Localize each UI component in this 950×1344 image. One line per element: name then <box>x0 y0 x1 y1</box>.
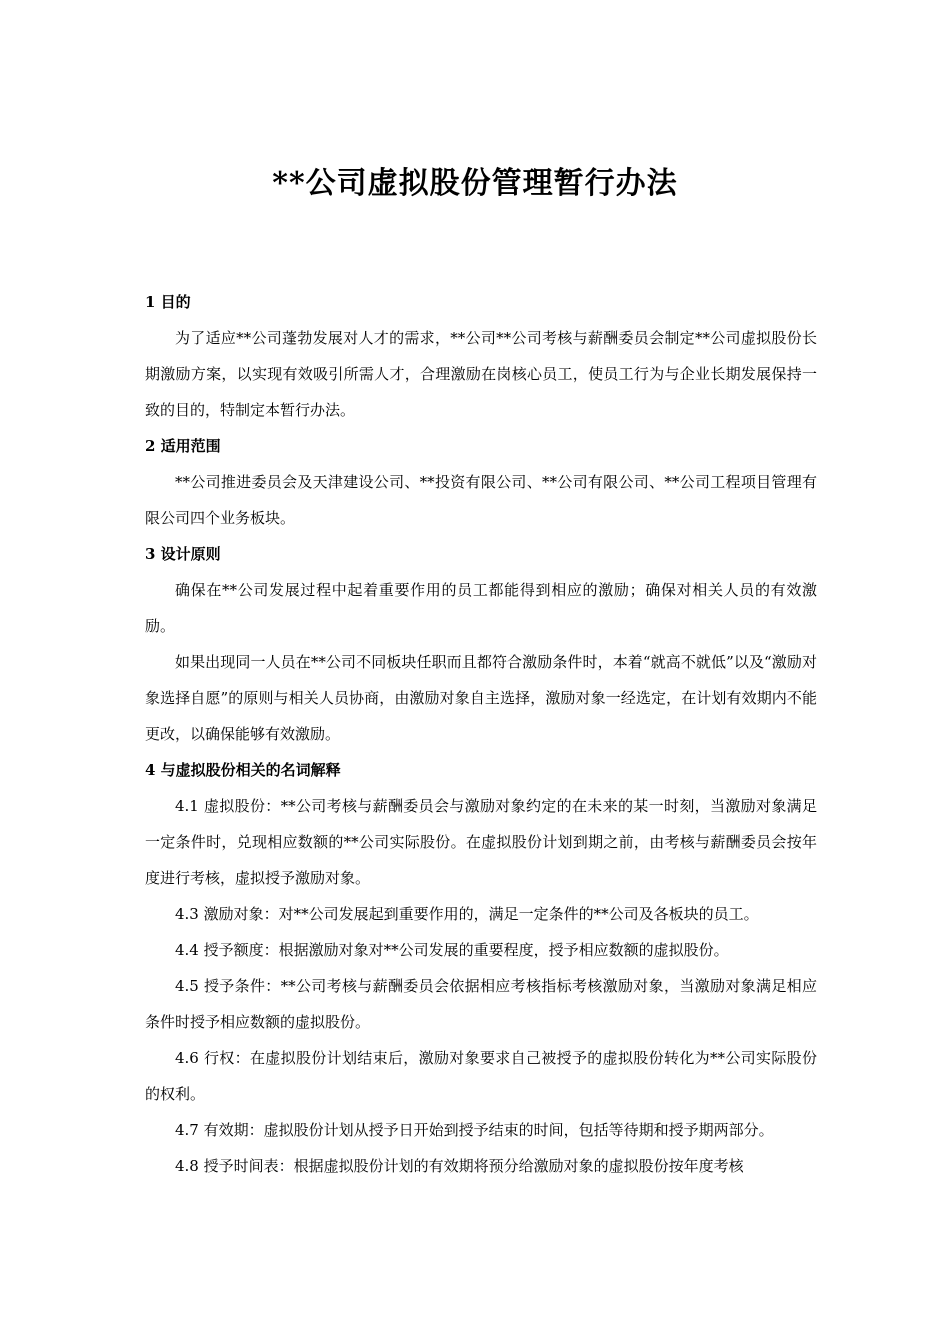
paragraph: 4.1 虚拟股份：**公司考核与薪酬委员会与激励对象约定的在未来的某一时刻，当激励对象满足一定条件时，兑现相应数额的**公司实际股份。在虚拟股份计划到期之前，由考核与薪酬委员会按年度进行考核，虚拟授予激励对象。 <box>145 797 817 887</box>
paragraph: 4.6 行权：在虚拟股份计划结束后，激励对象要求自己被授予的虚拟股份转化为**公司实际股份的权利。 <box>145 1049 817 1103</box>
paragraph: 如果出现同一人员在**公司不同板块任职而且都符合激励条件时，本着“就高不就低”以及“激励对象选择自愿”的原则与相关人员协商，由激励对象自主选择，激励对象一经选定，在计划有效期内不能更改，以确保能够有效激励。 <box>145 653 817 743</box>
document-body <box>145 284 817 1184</box>
section-heading-purpose: 1 目的 <box>145 293 191 311</box>
section-heading-definitions: 4 与虚拟股份相关的名词解释 <box>145 761 341 779</box>
section-heading-principles: 3 设计原则 <box>145 545 221 563</box>
paragraph: **公司推进委员会及天津建设公司、**投资有限公司、**公司有限公司、**公司工程项目管理有限公司四个业务板块。 <box>145 473 817 527</box>
paragraph: 4.7 有效期：虚拟股份计划从授予日开始到授予结束的时间，包括等待期和授予期两部分。 <box>175 1121 774 1139</box>
paragraph: 4.4 授予额度：根据激励对象对**公司发展的重要程度，授予相应数额的虚拟股份。 <box>175 941 729 959</box>
section-heading-scope: 2 适用范围 <box>145 437 221 455</box>
paragraph: 为了适应**公司蓬勃发展对人才的需求，**公司**公司考核与薪酬委员会制定**公司虚拟股份长期激励方案，以实现有效吸引所需人才，合理激励在岗核心员工，使员工行为与企业长期发展保持一致的目的，特制定本暂行办法。 <box>145 329 817 419</box>
document-title: **公司虚拟股份管理暂行办法 <box>272 166 678 201</box>
paragraph: 4.5 授予条件：**公司考核与薪酬委员会依据相应考核指标考核激励对象，当激励对象满足相应条件时授予相应数额的虚拟股份。 <box>145 977 817 1031</box>
paragraph: 4.8 授予时间表：根据虚拟股份计划的有效期将预分给激励对象的虚拟股份按年度考核 <box>175 1157 744 1175</box>
paragraph: 确保在**公司发展过程中起着重要作用的员工都能得到相应的激励；确保对相关人员的有效激励。 <box>145 581 817 635</box>
paragraph: 4.3 激励对象：对**公司发展起到重要作用的，满足一定条件的**公司及各板块的员工。 <box>175 905 759 923</box>
